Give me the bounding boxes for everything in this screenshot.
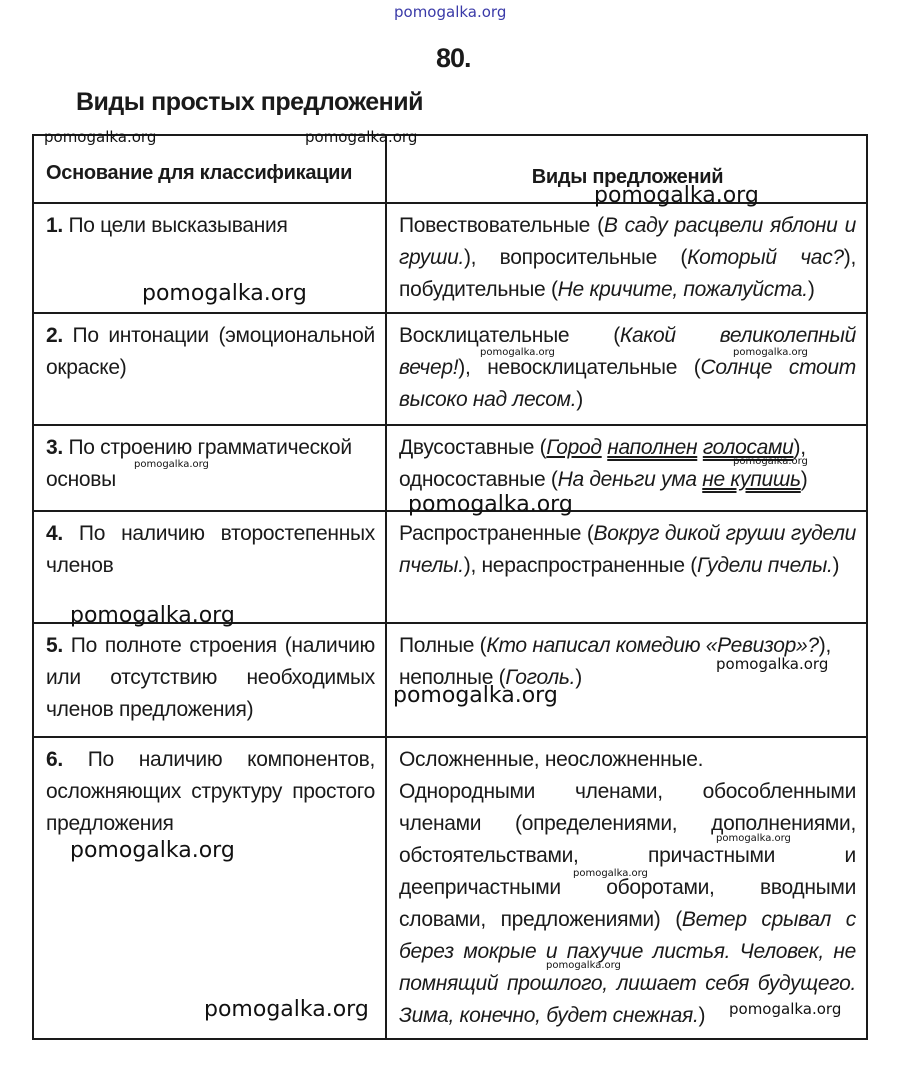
type-text: ) [807,278,815,301]
watermark[interactable]: pomogalka.org [393,683,558,708]
example-text: Солнце стоит высоко над лесом. [399,356,856,411]
types-line: Осложненные, неосложненные. [399,748,704,771]
row-number: 2. [46,324,63,347]
watermark[interactable]: pomogalka.org [594,183,759,208]
example-text: Вокруг дикой груши гудели пчелы. [399,522,856,577]
table-row [33,623,867,737]
example-text: В саду расцвели яблони и груши. [399,214,856,269]
row-number: 5. [46,634,63,657]
watermark[interactable]: pomogalka.org [733,347,808,358]
type-text: ), невосклицательные ( [458,356,701,379]
classification-table [32,134,868,1040]
watermark[interactable]: pomogalka.org [142,281,307,306]
watermark[interactable]: pomogalka.org [733,456,808,467]
type-text: Двусоставные ( [399,436,547,459]
type-text: Однородными членами, обособленными членами (определениями, дополнениями, обстоятельствами, причастными и деепричастными оборотами, вводными словами, предложениями) ( [399,780,856,931]
example-text: Гудели пчелы. [696,554,833,577]
basis-text: По полноте строения (наличию или отсутствию необходимых членов предложения) [46,634,375,721]
example-text: Не кричите, пожалуйста. [557,278,808,301]
types-text [399,776,856,1032]
type-text: ), нераспространенные ( [463,554,697,577]
example-text: Который час? [687,246,844,269]
example-text: Гоголь. [505,666,576,689]
type-text: ) [832,554,840,577]
example-text: Какой великолепный вечер! [399,324,857,379]
example-text: Ветер срывал с берез мокрые и пахучие листья. Человек, не помнящий прошлого, лишает себя будущего. Зима, конечно, будет снежная. [399,908,856,1027]
row-number: 6. [46,748,63,771]
types-cell [386,623,867,737]
example-text: Город [546,436,602,459]
type-text: Распространенные ( [399,522,594,545]
header-basis: Основание для классификации [33,135,386,203]
type-text: ) [800,468,808,491]
watermark[interactable]: pomogalka.org [480,347,555,358]
example-text: не купишь [702,468,801,491]
page-number: 80. [436,43,471,73]
row-number: 3. [46,436,63,459]
type-text: Восклицательные ( [399,324,620,347]
type-text: ), вопросительные ( [463,246,688,269]
basis-cell [33,313,386,425]
basis-text: По наличию второстепенных членов [46,522,375,577]
table-row [33,737,867,1039]
type-text: Повествовательные ( [399,214,604,237]
watermark[interactable]: pomogalka.org [70,838,235,863]
type-text: Полные ( [399,634,487,657]
watermark[interactable]: pomogalka.org [44,128,157,146]
watermark[interactable]: pomogalka.org [729,1000,842,1018]
watermark[interactable]: pomogalka.org [716,655,829,673]
watermark[interactable]: pomogalka.org [134,459,209,470]
basis-text: По наличию компонентов, осложняющих структуру простого предложения [46,748,375,835]
watermark[interactable]: pomogalka.org [573,868,648,879]
basis-text: По цели высказывания [62,214,288,237]
table-row [33,313,867,425]
watermark-top[interactable]: pomogalka.org [394,3,507,21]
type-text: ) [698,1004,706,1027]
example-text: голосами [702,436,794,459]
watermark[interactable]: pomogalka.org [408,492,573,517]
header-types: Виды предложений [386,135,867,203]
watermark[interactable]: pomogalka.org [204,997,369,1022]
example-text: На деньги ума [557,468,703,491]
type-text: ), побудительные ( [399,246,857,301]
row-number: 1. [46,214,63,237]
basis-text: По интонации (эмоциональной окраске) [46,324,375,379]
types-cell [386,203,867,313]
watermark[interactable]: pomogalka.org [305,128,418,146]
basis-cell [33,623,386,737]
example-text: Кто написал комедию «Ревизор»? [486,634,819,657]
type-text: ) [576,388,583,411]
types-cell [386,511,867,623]
watermark[interactable]: pomogalka.org [70,603,235,628]
type-text: ) [575,666,582,689]
example-text: наполнен [607,436,698,459]
watermark[interactable]: pomogalka.org [716,833,791,844]
row-number: 4. [46,522,63,545]
watermark[interactable]: pomogalka.org [546,960,621,971]
type-text: ), односоставные ( [399,436,806,491]
types-cell [386,313,867,425]
type-text: ), неполные ( [399,634,831,689]
basis-text: По строению грамматической основы [46,436,352,491]
basis-cell [33,425,386,511]
page-title: Виды простых предложений [76,88,424,116]
types-cell [386,737,867,1039]
basis-cell [33,737,386,1039]
